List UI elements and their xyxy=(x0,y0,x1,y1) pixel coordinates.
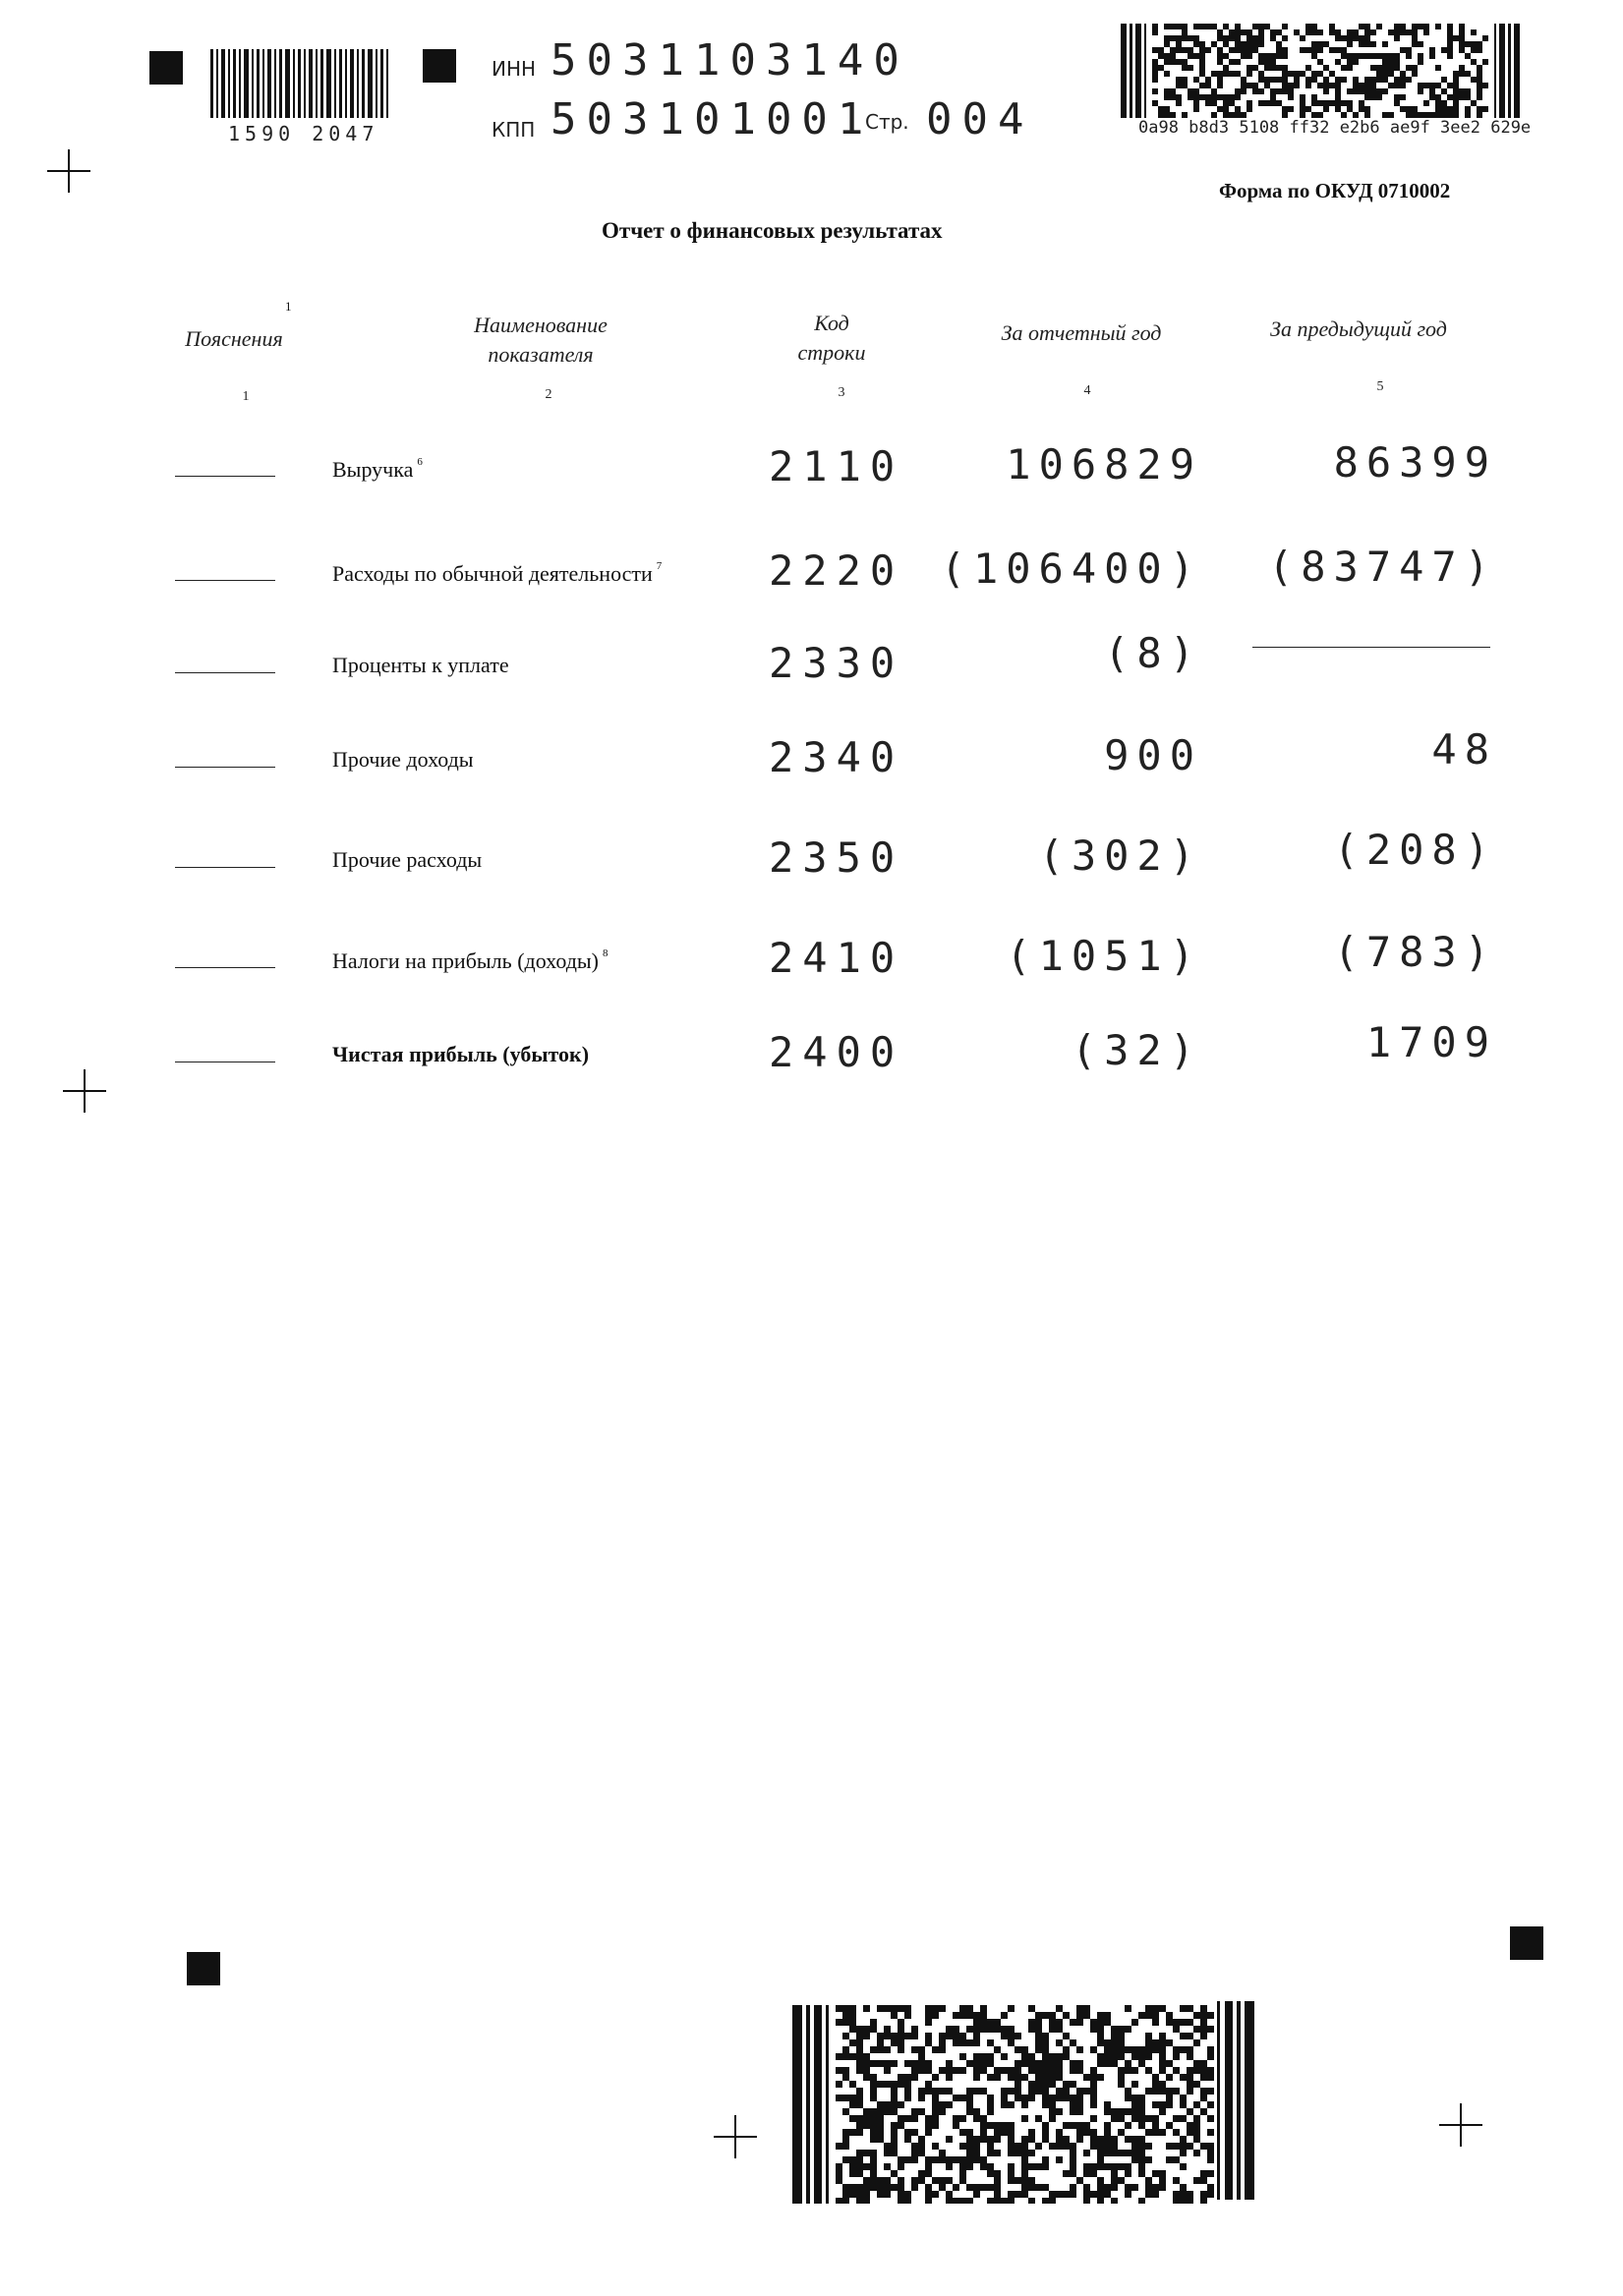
row-current-year: 106829 xyxy=(1006,440,1202,488)
col-number: 5 xyxy=(1376,379,1384,394)
registration-square xyxy=(1510,1926,1543,1960)
registration-square xyxy=(187,1952,220,1985)
row-current-year: 900 xyxy=(1104,731,1202,779)
row-previous-year: 48 xyxy=(1431,725,1497,774)
datamatrix-barcode xyxy=(792,2001,1254,2204)
row-name: Проценты к уплате xyxy=(332,653,509,677)
col-header-code: Код строки xyxy=(797,311,866,365)
explanation-blank xyxy=(175,967,275,968)
col-header-indicator: Наименование показателя xyxy=(474,313,608,367)
okud-label: Форма по ОКУД 0710002 xyxy=(1219,179,1451,202)
registration-cross xyxy=(47,149,90,193)
explanation-blank xyxy=(175,476,275,477)
page-value: 004 xyxy=(926,94,1034,144)
row-name: Прочие доходы xyxy=(332,747,474,772)
page-label: Стр. xyxy=(865,110,909,134)
row-previous-year: 1709 xyxy=(1365,1018,1497,1066)
table-row xyxy=(0,826,1623,889)
row-code: 2330 xyxy=(769,639,904,687)
table-row xyxy=(0,629,1623,694)
row-current-year: (8) xyxy=(1104,629,1202,677)
registration-square xyxy=(149,51,183,85)
col-header-explanations-sup: 1 xyxy=(285,299,292,314)
previous-year-blank-line xyxy=(1252,647,1490,648)
row-name: Налоги на прибыль (доходы) $^8$ xyxy=(332,947,609,973)
table-row xyxy=(0,438,1623,497)
explanation-blank xyxy=(175,767,275,768)
kpp-label: КПП xyxy=(492,118,536,142)
table-row xyxy=(0,930,1623,989)
row-code: 2110 xyxy=(769,442,904,490)
col-header-current-year: За отчетный год xyxy=(1001,320,1162,345)
row-code: 2350 xyxy=(769,833,904,882)
explanation-blank xyxy=(175,580,275,581)
row-current-year: (32) xyxy=(1071,1026,1202,1074)
row-previous-year: 86399 xyxy=(1333,438,1497,487)
registration-cross xyxy=(714,2115,757,2158)
page-title: Отчет о финансовых результатах xyxy=(602,218,943,243)
col-number: 2 xyxy=(545,387,552,402)
explanation-blank xyxy=(175,867,275,868)
col-number: 1 xyxy=(242,389,250,404)
registration-square xyxy=(423,49,456,83)
table-row xyxy=(0,725,1623,788)
row-previous-year: (783) xyxy=(1333,928,1497,976)
datamatrix-barcode xyxy=(1121,24,1534,118)
inn-label: ИНН xyxy=(492,57,537,81)
row-current-year: (1051) xyxy=(1006,932,1202,980)
row-previous-year: (208) xyxy=(1333,826,1497,874)
row-name: Прочие расходы xyxy=(332,847,483,872)
row-code: 2340 xyxy=(769,733,904,781)
col-number: 3 xyxy=(838,385,845,400)
inn-value: 5031103140 xyxy=(551,35,909,86)
table-row xyxy=(0,1018,1623,1083)
registration-cross xyxy=(1439,2103,1482,2147)
row-code: 2400 xyxy=(769,1028,904,1076)
linear-barcode xyxy=(206,49,393,118)
explanation-blank xyxy=(175,672,275,673)
table-row xyxy=(0,543,1623,602)
col-header-previous-year: За предыдущий год xyxy=(1270,316,1447,341)
row-code: 2410 xyxy=(769,934,904,982)
col-number: 4 xyxy=(1083,383,1091,398)
row-current-year: (302) xyxy=(1038,832,1202,880)
row-name: Чистая прибыль (убыток) xyxy=(332,1042,590,1066)
row-name: Расходы по обычной деятельности $^7$ xyxy=(332,560,663,586)
row-name: Выручка $^6$ xyxy=(332,456,423,482)
row-current-year: (106400) xyxy=(940,545,1202,593)
row-code: 2220 xyxy=(769,546,904,595)
row-previous-year: (83747) xyxy=(1267,543,1497,591)
barcode-number: 1590 2047 xyxy=(228,122,379,145)
kpp-value: 503101001 xyxy=(551,94,874,144)
col-header-explanations: Пояснения xyxy=(185,326,283,351)
hash-code: 0a98 b8d3 5108 ff32 e2b6 ae9f 3ee2 629e xyxy=(1138,118,1532,138)
